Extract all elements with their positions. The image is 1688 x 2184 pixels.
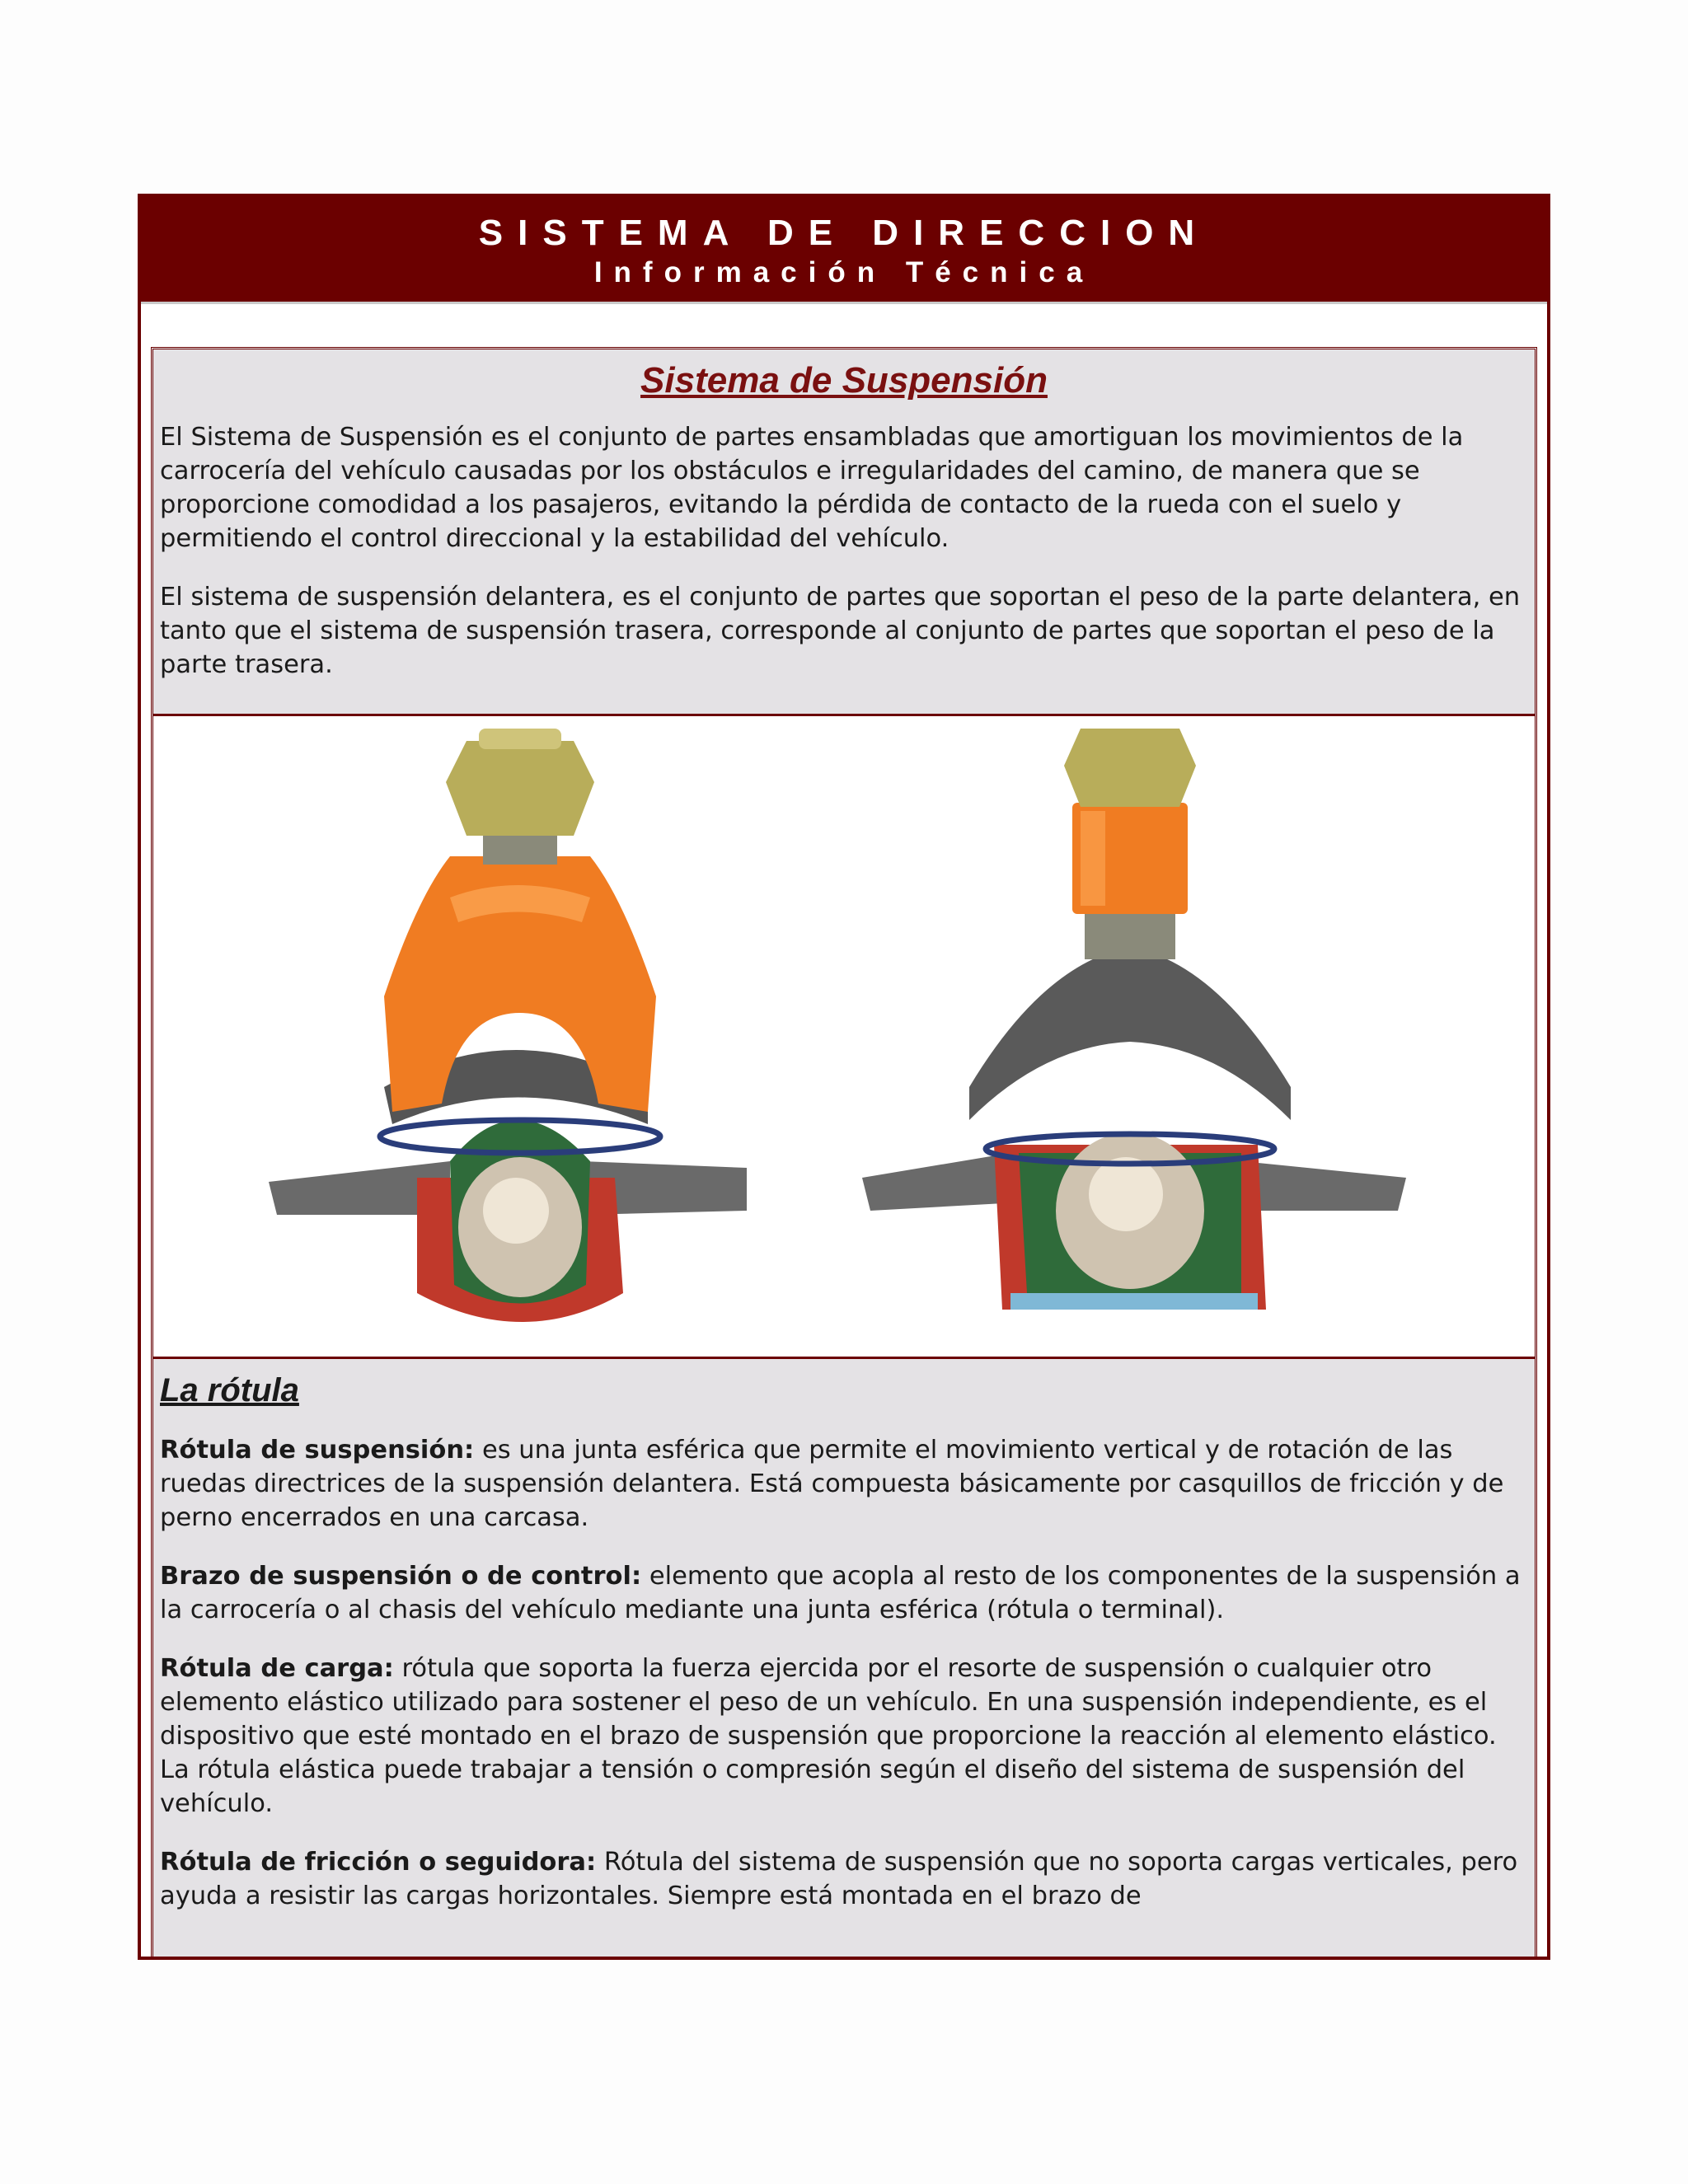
rotula-item-1-term: Rótula de suspensión: (160, 1436, 475, 1465)
header-banner (141, 197, 1547, 304)
left-ball-joint (269, 729, 747, 1322)
intro-paragraph-1: El Sistema de Suspensión es el conjunto de partes ensambladas que amortiguan los movimientos de la carrocería del vehículo causadas por los obstáculos e irregularidades del camino, de manera que se proporcione comodidad a los pasajeros, evitando la pérdida de contacto de la rueda con el suelo y permitiendo el control direccional y la estabilidad del vehículo. (160, 423, 1464, 553)
header-subtitle: Información Técnica (593, 256, 1095, 288)
ball-joint-cutaway-icon (153, 716, 1526, 1357)
rotula-item-4-term: Rótula de fricción o seguidora: (160, 1848, 597, 1877)
right-ball-joint (862, 729, 1406, 1310)
rotula-item-4-text: Rótula del sistema de suspensión que no soporta cargas verticales, pero ayuda a resistir las cargas horizontales. Siempre está montada en el brazo de (160, 1848, 1518, 1910)
rotula-item-3-text: rótula que soporta la fuerza ejercida por el resorte de suspensión o cualquier otro elemento elástico utilizado para sostener el peso de un vehículo. En una suspensión independiente, es el dispositivo que esté montado en el brazo de suspensión que proporcione la reacción al elemento elástico. La rótula elástica puede trabajar a tensión o compresión según el diseño del sistema de suspensión del vehículo. (160, 1654, 1497, 1818)
content-table (151, 347, 1537, 1960)
rotula-title: La rótula (160, 1372, 299, 1408)
rotula-item-2-term: Brazo de suspensión o de control: (160, 1562, 642, 1591)
intro-cell (153, 349, 1535, 716)
rotula-item-3-term: Rótula de carga: (160, 1654, 394, 1683)
header-title: SISTEMA DE DIRECCION (478, 213, 1210, 253)
ball-joint-photo (153, 716, 1535, 1359)
rotula-item-1-text: es una junta esférica que permite el movimiento vertical y de rotación de las ruedas directrices de la suspensión delantera. Está compuesta básicamente por casquillos de fricción y de perno encerrados en una carcasa. (160, 1436, 1504, 1532)
rotula-item-3 (160, 1652, 1528, 1821)
rotula-item-2-text: elemento que acopla al resto de los componentes de la suspensión a la carrocería o al chasis del vehículo mediante una junta esférica (rótula o terminal). (160, 1562, 1521, 1624)
section-title: Sistema de Suspensión (640, 360, 1048, 401)
intro-paragraph-2: El sistema de suspensión delantera, es el conjunto de partes que soportan el peso de la parte delantera, en tanto que el sistema de suspensión trasera, corresponde al conjunto de partes que soportan el peso de la parte trasera. (160, 583, 1521, 679)
document-frame (138, 194, 1550, 1960)
rotula-item-1 (160, 1433, 1528, 1535)
rotula-item-4 (160, 1845, 1528, 1913)
rotula-cell (153, 1371, 1535, 1913)
rotula-item-2 (160, 1559, 1528, 1627)
